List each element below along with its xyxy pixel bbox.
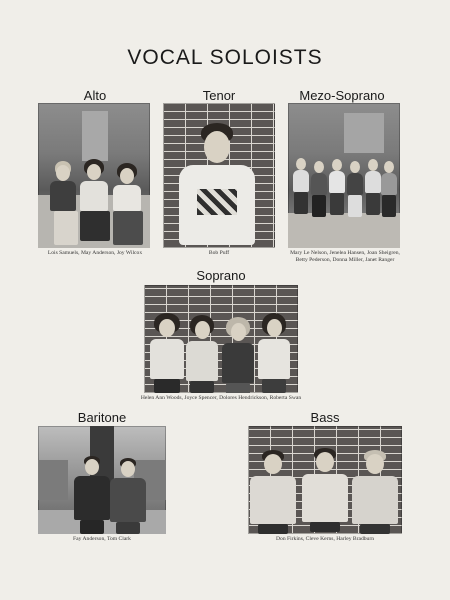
alto-photo [38,103,150,248]
soprano-caption: Helen Ann Woods, Joyce Spencer, Dolores Hendrickson, Roberta Swan [140,395,302,401]
tenor-heading: Tenor [202,88,236,103]
bass-caption: Don Firkins, Cleve Kerns, Harley Bradburn [275,536,375,542]
baritone-caption: Fay Anderson, Tom Clark [73,536,131,542]
mezzo-soprano-caption: Mary Le Nelson, Jenelea Hansen, Joan Sheigren, Betty Pederson, Donna Miller, Janet Ranger [290,250,400,263]
bass-photo [248,426,402,534]
bass-heading: Bass [310,410,340,425]
soprano-photo [144,285,298,393]
soprano-heading: Soprano [196,268,246,283]
page-title: VOCAL SOLOISTS [127,46,323,69]
mezzo-soprano-heading: Mezo-Soprano [299,88,385,103]
baritone-heading: Baritone [77,410,127,425]
baritone-photo [38,426,166,534]
mezzo-soprano-photo [288,103,400,248]
alto-heading: Alto [83,88,107,103]
tenor-caption: Bob Puff [208,250,230,256]
tenor-photo [163,103,275,248]
alto-caption: Lois Samuels, May Anderson, Joy Wilcox [47,250,143,256]
